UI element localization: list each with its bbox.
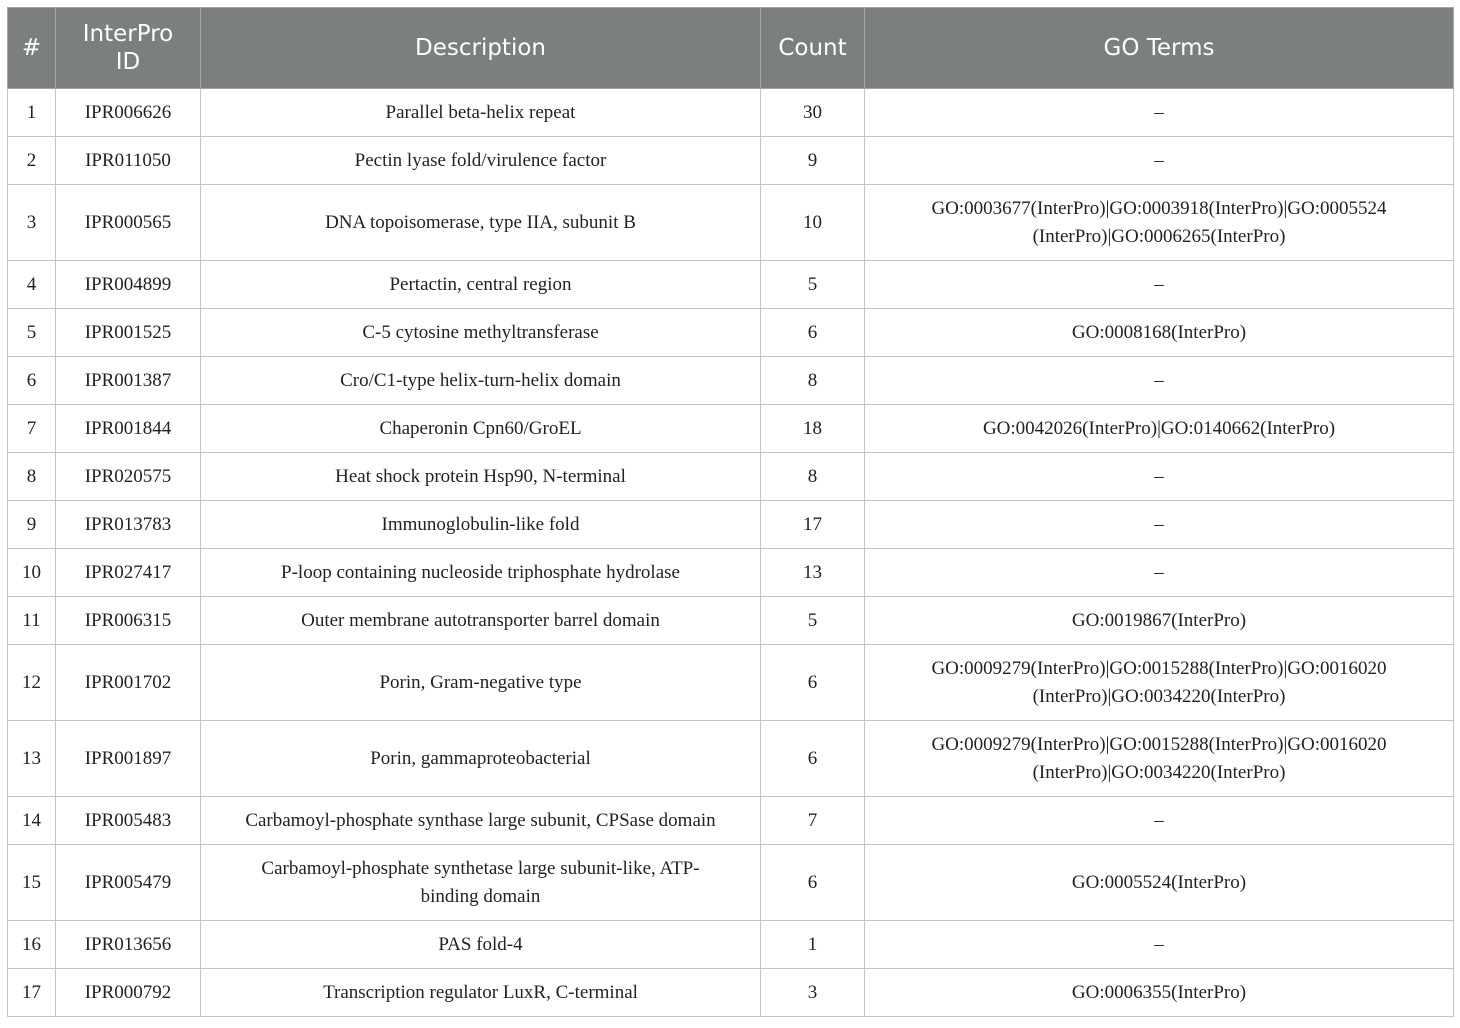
interpro-id: IPR004899 (56, 261, 201, 309)
table-row (8, 137, 1454, 185)
table-row (8, 549, 1454, 597)
description: Carbamoyl-phosphate synthetase large subunit-like, ATP-binding domain (201, 845, 761, 921)
count: 6 (761, 845, 865, 921)
go-terms: GO:0009279(InterPro)|GO:0015288(InterPro)|GO:0016020 (InterPro)|GO:0034220(InterPro) (865, 645, 1454, 721)
table-row (8, 405, 1454, 453)
count: 17 (761, 501, 865, 549)
interpro-id: IPR005483 (56, 797, 201, 845)
interpro-table (7, 7, 1454, 1017)
interpro-id: IPR001702 (56, 645, 201, 721)
table-row (8, 89, 1454, 137)
table-row (8, 721, 1454, 797)
go-terms: – (865, 89, 1454, 137)
row-number: 8 (8, 453, 56, 501)
go-terms: – (865, 549, 1454, 597)
table-header (8, 8, 1454, 89)
row-number: 15 (8, 845, 56, 921)
interpro-id: IPR006315 (56, 597, 201, 645)
row-number: 16 (8, 921, 56, 969)
row-number: 2 (8, 137, 56, 185)
column-header-number: # (8, 8, 56, 89)
go-terms: – (865, 921, 1454, 969)
column-header-description: Description (201, 8, 761, 89)
row-number: 9 (8, 501, 56, 549)
table-body (8, 89, 1454, 1017)
description: Porin, gammaproteobacterial (201, 721, 761, 797)
go-terms: GO:0009279(InterPro)|GO:0015288(InterPro)|GO:0016020 (InterPro)|GO:0034220(InterPro) (865, 721, 1454, 797)
description: Parallel beta-helix repeat (201, 89, 761, 137)
column-header-count: Count (761, 8, 865, 89)
row-number: 10 (8, 549, 56, 597)
go-terms: – (865, 357, 1454, 405)
row-number: 17 (8, 969, 56, 1017)
column-header-interpro-id (56, 8, 201, 89)
table-row (8, 309, 1454, 357)
interpro-id: IPR005479 (56, 845, 201, 921)
go-terms: GO:0019867(InterPro) (865, 597, 1454, 645)
table-row (8, 921, 1454, 969)
description: Pertactin, central region (201, 261, 761, 309)
table-row (8, 357, 1454, 405)
interpro-id: IPR001525 (56, 309, 201, 357)
column-header-interpro-id-label: InterPro ID (82, 21, 174, 75)
go-terms: GO:0005524(InterPro) (865, 845, 1454, 921)
row-number: 3 (8, 185, 56, 261)
interpro-id: IPR000565 (56, 185, 201, 261)
count: 13 (761, 549, 865, 597)
go-terms: GO:0008168(InterPro) (865, 309, 1454, 357)
go-terms: – (865, 261, 1454, 309)
table-row (8, 845, 1454, 921)
description: Transcription regulator LuxR, C-terminal (201, 969, 761, 1017)
interpro-id: IPR000792 (56, 969, 201, 1017)
description: P-loop containing nucleoside triphosphate hydrolase (201, 549, 761, 597)
go-terms: – (865, 137, 1454, 185)
count: 3 (761, 969, 865, 1017)
description: Porin, Gram-negative type (201, 645, 761, 721)
column-header-go-terms: GO Terms (865, 8, 1454, 89)
table-row (8, 645, 1454, 721)
table-row (8, 185, 1454, 261)
count: 5 (761, 261, 865, 309)
interpro-id: IPR006626 (56, 89, 201, 137)
table-row (8, 501, 1454, 549)
count: 9 (761, 137, 865, 185)
go-terms: – (865, 501, 1454, 549)
row-number: 14 (8, 797, 56, 845)
interpro-id: IPR001844 (56, 405, 201, 453)
row-number: 6 (8, 357, 56, 405)
count: 6 (761, 721, 865, 797)
table-row (8, 969, 1454, 1017)
interpro-id: IPR013783 (56, 501, 201, 549)
description: Chaperonin Cpn60/GroEL (201, 405, 761, 453)
row-number: 11 (8, 597, 56, 645)
count: 30 (761, 89, 865, 137)
interpro-id: IPR011050 (56, 137, 201, 185)
row-number: 4 (8, 261, 56, 309)
description: DNA topoisomerase, type IIA, subunit B (201, 185, 761, 261)
interpro-id: IPR013656 (56, 921, 201, 969)
description: Heat shock protein Hsp90, N-terminal (201, 453, 761, 501)
header-row (8, 8, 1454, 89)
description: Outer membrane autotransporter barrel domain (201, 597, 761, 645)
interpro-id: IPR001387 (56, 357, 201, 405)
row-number: 5 (8, 309, 56, 357)
description: Cro/C1-type helix-turn-helix domain (201, 357, 761, 405)
row-number: 1 (8, 89, 56, 137)
count: 8 (761, 453, 865, 501)
count: 10 (761, 185, 865, 261)
description: Immunoglobulin-like fold (201, 501, 761, 549)
interpro-id: IPR027417 (56, 549, 201, 597)
row-number: 12 (8, 645, 56, 721)
count: 18 (761, 405, 865, 453)
interpro-id: IPR001897 (56, 721, 201, 797)
row-number: 7 (8, 405, 56, 453)
count: 1 (761, 921, 865, 969)
go-terms: GO:0003677(InterPro)|GO:0003918(InterPro)|GO:0005524 (InterPro)|GO:0006265(InterPro) (865, 185, 1454, 261)
go-terms: – (865, 453, 1454, 501)
count: 6 (761, 645, 865, 721)
table-row (8, 797, 1454, 845)
description: Carbamoyl-phosphate synthase large subunit, CPSase domain (201, 797, 761, 845)
table-row (8, 261, 1454, 309)
description: PAS fold-4 (201, 921, 761, 969)
table-row (8, 453, 1454, 501)
description: C-5 cytosine methyltransferase (201, 309, 761, 357)
row-number: 13 (8, 721, 56, 797)
count: 7 (761, 797, 865, 845)
table-row (8, 597, 1454, 645)
interpro-id: IPR020575 (56, 453, 201, 501)
go-terms: GO:0042026(InterPro)|GO:0140662(InterPro) (865, 405, 1454, 453)
go-terms: GO:0006355(InterPro) (865, 969, 1454, 1017)
count: 6 (761, 309, 865, 357)
description: Pectin lyase fold/virulence factor (201, 137, 761, 185)
go-terms: – (865, 797, 1454, 845)
count: 8 (761, 357, 865, 405)
count: 5 (761, 597, 865, 645)
